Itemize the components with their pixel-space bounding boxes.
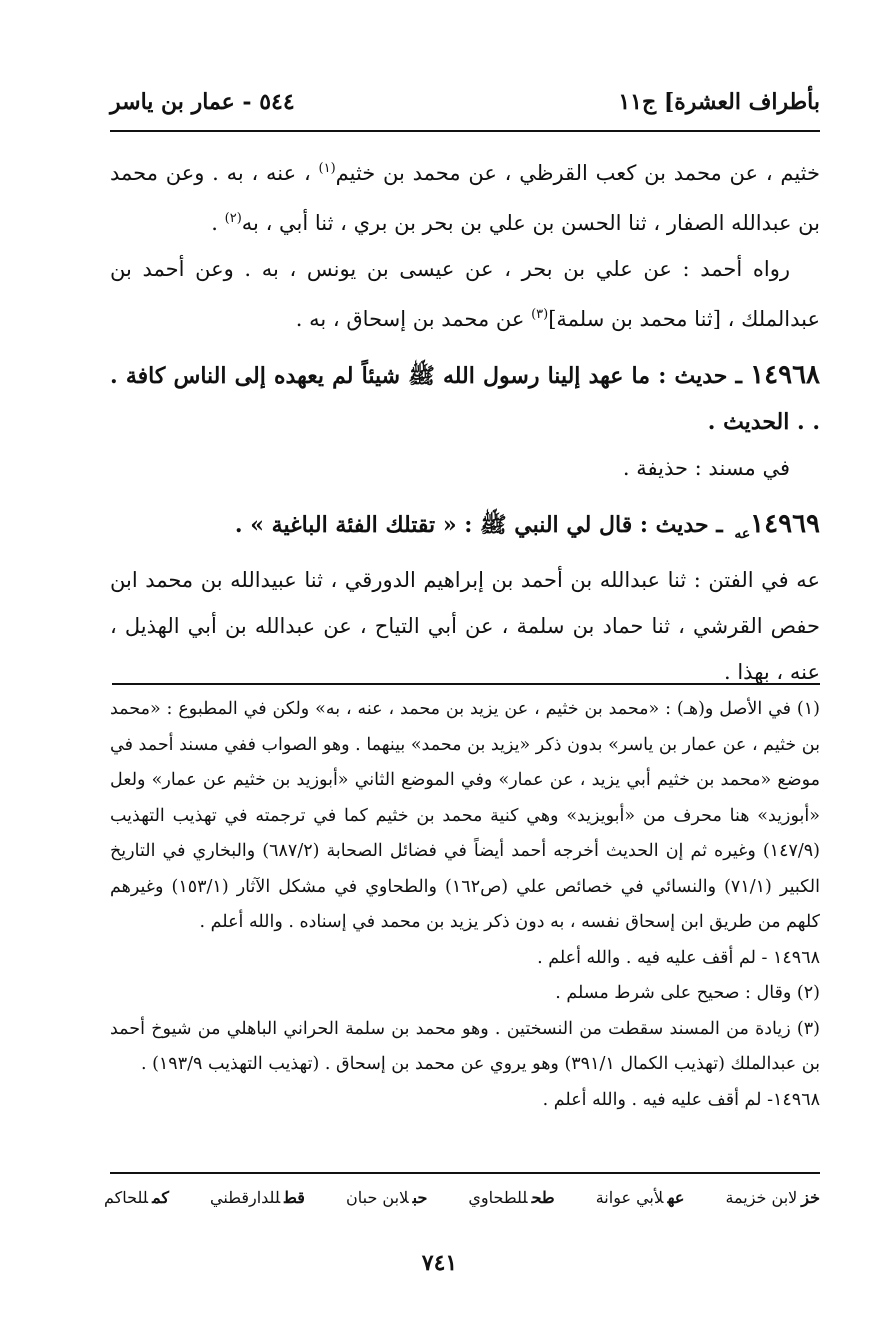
- text-run: .: [211, 211, 225, 235]
- footnote-note: ١٤٩٦٨ - لم أقف عليه فيه . والله أعلم .: [537, 947, 820, 968]
- text-run: خثيم ، عن محمد بن كعب القرظي ، عن محمد بن خثيم: [335, 161, 820, 185]
- legend-abbr: خز: [801, 1188, 820, 1207]
- legend-name: للطحاوي: [468, 1188, 528, 1207]
- header-divider: [110, 130, 820, 132]
- hadith-source: عه في الفتن : ثنا عبدالله بن أحمد بن إبراهيم الدورقي ، ثنا عبيدالله بن محمد ابن حفص القرشي ، ثنا حماد بن سلمة ، عن أبي التياح ، عن عبدالله بن أبي الهذيل ، عنه ، بهذا .: [110, 568, 820, 684]
- legend-name: لابن خزيمة: [725, 1188, 798, 1207]
- hadith-number: ١٤٩٦٩: [750, 509, 820, 539]
- source-symbol: عه: [734, 526, 751, 542]
- hadith-number: ١٤٩٦٨: [750, 360, 820, 390]
- text-run: عن محمد بن إسحاق ، به .: [295, 307, 532, 331]
- page-number: ٧٤١: [421, 1250, 458, 1276]
- footnote-ref-2[interactable]: (٢): [224, 211, 242, 226]
- legend-abbr: كم: [152, 1188, 169, 1207]
- legend-abbr: عه: [667, 1188, 685, 1207]
- legend-item: [346, 1188, 427, 1207]
- footnote-ref-1[interactable]: (١): [318, 161, 336, 176]
- footnote-2: (٢) وقال : صحيح على شرط مسلم .: [555, 983, 820, 1003]
- legend-name: للحاكم: [104, 1188, 149, 1207]
- text-run: ، عنه ، به . وعن محمد بن عبدالله الصفار ، ثنا الحسن بن علي بن بحر بن بري ، ثنا أبي ، به: [110, 161, 820, 235]
- running-header: [110, 82, 820, 122]
- footnotes: [110, 692, 820, 1118]
- hadith-14969: [110, 501, 820, 557]
- header-volume-title: بأطراف العشرة] ج۱۱: [618, 89, 820, 115]
- abbreviation-legend: [104, 1188, 820, 1207]
- footnote-3: (٣) زيادة من المسند سقطت من النسختين . وهو محمد بن سلمة الحراني الباهلي من شيوخ أحمد بن عبدالملك (تهذيب الكمال ٣٩١/١) وهو يروي عن محمد بن إسحاق . (تهذيب التهذيب ١٩٣/٩) .: [110, 1018, 820, 1074]
- hadith-14968: [110, 352, 820, 445]
- legend-item: [596, 1188, 685, 1207]
- hadith-heading: ـ حديث : قال لي النبي ﷺ : « تقتلك الفئة الباغية » .: [234, 512, 731, 538]
- main-text: [110, 146, 820, 695]
- legend-name: لأبي عوانة: [595, 1188, 664, 1207]
- footnote-note: ١٤٩٦٨- لم أقف عليه فيه . والله أعلم .: [542, 1089, 820, 1110]
- footnote-1: (١) في الأصل و(هـ) : «محمد بن خثيم ، عن يزيد بن محمد ، عنه ، به» ولكن في المطبوع : «محمد بن خثيم ، عن عمار بن ياسر» بدون ذكر «يزيد بن محمد» بينهما . وهو الصواب ففي مسند أحمد في موضع «محمد بن خثيم أبي يزيد ، عن عمار» وفي الموضع الثاني «أبوزيد بن خثيم عن عمار» ولعل «أبوزيد» هنا محرف من «أبويزيد» وهي كنية محمد بن خثيم كما في ترجمته في تهذيب التهذيب (١٤٧/٩) وغيره ثم إن الحديث أخرجه أحمد أيضاً في فضائل الصحابة (٦٨٧/٢) والبخاري في التاريخ الكبير (٧١/١) والنسائي في خصائص علي (ص١٦٢) والطحاوي في مشكل الآثار (١٥٣/١) وغيرهم كلهم من طريق ابن إسحاق نفسه ، به دون ذكر يزيد بن محمد في إسناده . والله أعلم .: [110, 699, 820, 932]
- text-run: رواه أحمد : عن علي بن بحر ، عن عيسى بن يونس ، به . وعن أحمد بن عبدالملك ، [ثنا محمد بن سلمة]: [110, 257, 820, 331]
- footnote-ref-3[interactable]: (٣): [531, 307, 549, 322]
- footer-divider: [110, 1172, 820, 1174]
- legend-item: [210, 1188, 305, 1207]
- legend-item: [104, 1188, 169, 1207]
- hadith-heading: ـ حديث : ما عهد إلينا رسول الله ﷺ شيئاً لم يعهده إلى الناس كافة . . . الحديث .: [110, 363, 820, 435]
- legend-item: [725, 1188, 820, 1207]
- legend-item: [468, 1188, 554, 1207]
- header-chapter-title: ٥٤٤ - عمار بن ياسر: [110, 89, 295, 115]
- paragraph-isnad-1: [110, 146, 820, 246]
- legend-abbr: قط: [284, 1188, 305, 1207]
- legend-name: للدارقطني: [210, 1188, 281, 1207]
- legend-abbr: طح: [531, 1188, 555, 1207]
- legend-abbr: حب: [412, 1188, 428, 1207]
- paragraph-ahmad: [110, 246, 820, 342]
- legend-name: لابن حبان: [346, 1188, 409, 1207]
- hadith-source: في مسند : حذيفة .: [622, 456, 790, 480]
- footnote-divider: [112, 683, 820, 685]
